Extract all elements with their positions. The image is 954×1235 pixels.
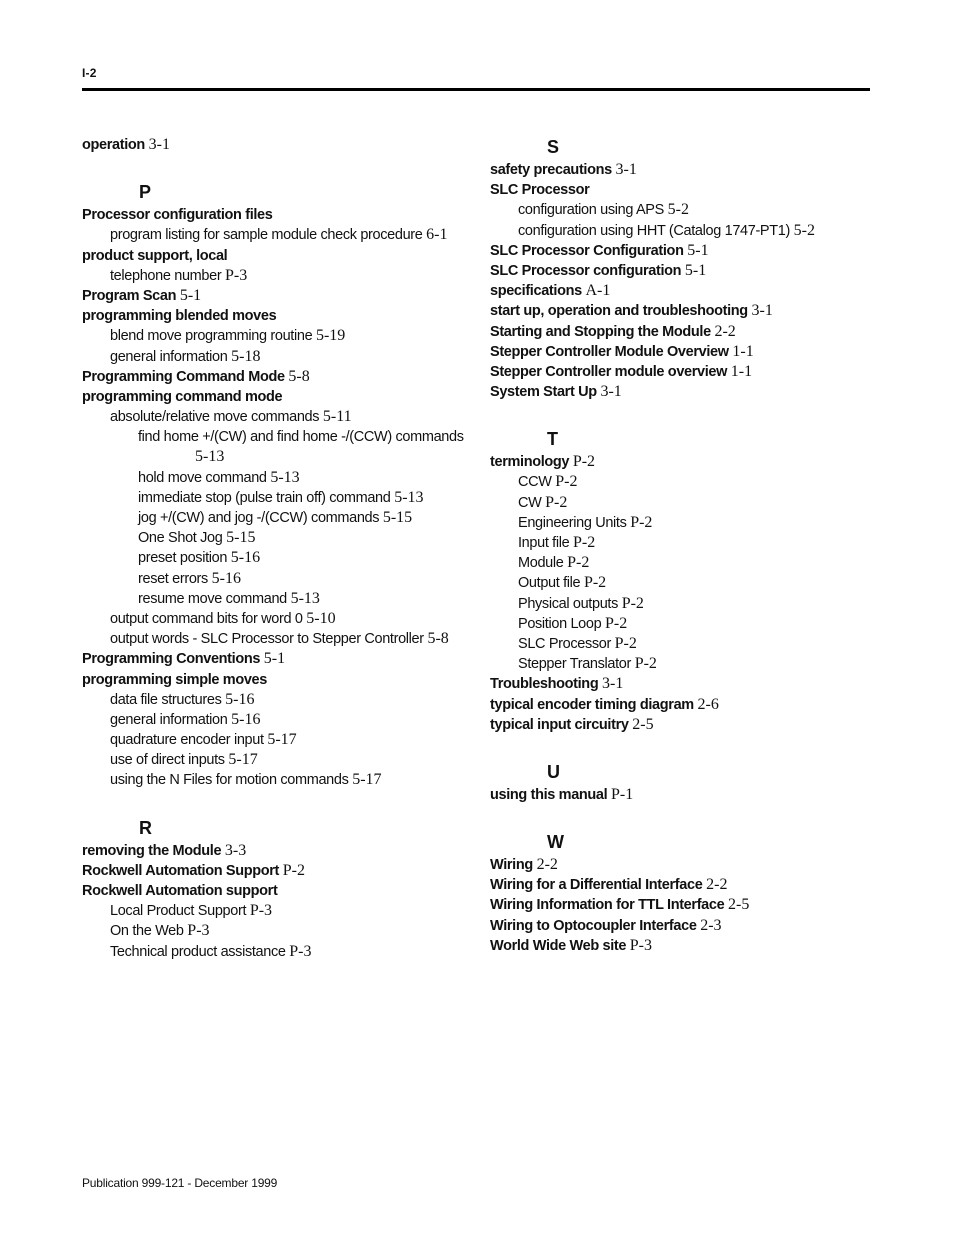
- entry-term: Wiring to Optocoupler Interface: [490, 917, 697, 934]
- page-reference: P-3: [289, 942, 312, 960]
- page-reference: 2-6: [697, 695, 719, 713]
- page-reference: 6-1: [426, 226, 448, 244]
- index-subentry: [82, 326, 482, 346]
- index-entry: [82, 881, 482, 901]
- index-entry: [82, 649, 482, 669]
- page-reference: A-1: [585, 282, 611, 300]
- page-reference: 5-1: [684, 261, 707, 279]
- page-reference: 5-1: [263, 650, 286, 668]
- entry-term: On the Web: [110, 923, 184, 940]
- header-rule: [82, 88, 870, 91]
- entry-term: product support, local: [82, 247, 228, 264]
- index-subentry: [490, 634, 890, 654]
- entry-term: Physical outputs: [518, 595, 618, 612]
- page-reference: 5-17: [352, 771, 382, 789]
- index-entry: [82, 670, 482, 690]
- entry-term: programming simple moves: [82, 671, 267, 688]
- page-reference: 2-5: [632, 715, 654, 733]
- entry-term: Module: [518, 555, 564, 572]
- entry-term: output command bits for word 0: [110, 610, 303, 627]
- index-subentry: [490, 200, 890, 220]
- entry-term: use of direct inputs: [110, 752, 225, 769]
- page-reference: P-1: [611, 785, 634, 803]
- entry-term: SLC Processor configuration: [490, 262, 682, 279]
- entry-term: Engineering Units: [518, 514, 627, 531]
- index-subentry: [490, 573, 890, 593]
- page-reference: P-2: [583, 574, 607, 592]
- index-subentry: [82, 942, 482, 962]
- entry-term: Local Product Support: [110, 903, 247, 920]
- index-entry: [82, 367, 482, 387]
- index-subentry: [490, 221, 890, 241]
- page-reference: 5-11: [322, 408, 352, 426]
- index-subentry: [82, 901, 482, 921]
- page-number: I-2: [82, 66, 97, 80]
- entry-term: safety precautions: [490, 162, 612, 178]
- index-subentry: [82, 609, 482, 629]
- page-reference: P-3: [629, 936, 653, 954]
- index-entry: [490, 452, 890, 472]
- entry-term: Stepper Translator: [518, 656, 631, 673]
- entry-term: Output file: [518, 575, 581, 592]
- page-reference: P-2: [621, 594, 644, 612]
- page-reference: 5-17: [228, 751, 258, 769]
- entry-term: jog +/(CW) and jog -/(CCW) commands: [138, 510, 380, 526]
- entry-term: World Wide Web site: [490, 937, 627, 954]
- index-subentry: [82, 921, 482, 941]
- page-reference: 5-8: [288, 367, 310, 385]
- entry-term: find home +/(CW) and find home -/(CCW) commands: [138, 429, 464, 446]
- index-subentry: [82, 569, 482, 589]
- index-subentry: [490, 513, 890, 533]
- page-reference: P-3: [224, 266, 248, 284]
- index-entry: [490, 342, 890, 362]
- index-entry: [490, 261, 890, 281]
- entry-term: preset position: [138, 550, 228, 567]
- entry-term: System Start Up: [490, 384, 597, 401]
- entry-term: typical input circuitry: [490, 716, 629, 733]
- index-subentry: [82, 488, 482, 508]
- index-entry: [82, 246, 482, 266]
- index-entry: [490, 180, 890, 200]
- section-heading-p: P: [139, 182, 152, 203]
- entry-term: Rockwell Automation support: [82, 883, 278, 899]
- page-reference: 5-16: [225, 690, 255, 708]
- index-subentry: [82, 347, 482, 367]
- index-entry: [490, 362, 890, 382]
- entry-term: general information: [110, 711, 228, 728]
- entry-term: programming command mode: [82, 388, 283, 405]
- entry-term: Processor configuration files: [82, 207, 273, 224]
- index-subentry: [490, 493, 890, 513]
- entry-term: Stepper Controller Module Overview: [490, 343, 729, 360]
- page-reference: 5-16: [230, 549, 261, 567]
- index-subentry: [82, 427, 482, 447]
- page-reference: 5-2: [667, 201, 689, 219]
- page-reference: 3-1: [751, 302, 773, 320]
- entry-term: operation: [82, 137, 145, 153]
- page-reference: 2-2: [706, 876, 728, 894]
- index-entry: [490, 855, 890, 875]
- page-reference: 1-1: [730, 362, 753, 380]
- entry-term: telephone number: [110, 267, 222, 284]
- entry-term: SLC Processor: [518, 635, 611, 652]
- entry-term: Input file: [518, 535, 570, 551]
- entry-term: hold move command: [138, 469, 267, 486]
- index-entry: [82, 861, 482, 881]
- page-reference: 5-1: [687, 241, 709, 259]
- page-reference: 5-13: [394, 488, 424, 506]
- index-subentry: [82, 730, 482, 750]
- index-subentry: [490, 533, 890, 553]
- page-reference: 5-2: [793, 221, 815, 239]
- entry-term: reset errors: [138, 570, 208, 587]
- page-reference: P-3: [249, 902, 273, 920]
- page-reference: 2-5: [728, 896, 750, 914]
- index-entry: [490, 382, 890, 402]
- page-reference: 5-13: [270, 468, 300, 486]
- page-reference: P-3: [187, 922, 210, 940]
- entry-term: Stepper Controller module overview: [490, 363, 728, 380]
- index-subentry: [82, 710, 482, 730]
- section-heading-w: W: [547, 832, 564, 853]
- entry-term: absolute/relative move commands: [110, 409, 320, 426]
- entry-term: Position Loop: [518, 615, 602, 632]
- index-subentry: [490, 654, 890, 674]
- index-subentry: [82, 750, 482, 770]
- entry-term: SLC Processor: [490, 182, 590, 199]
- page-reference: 3-3: [224, 841, 247, 859]
- page-reference: 3-1: [602, 675, 624, 693]
- entry-term: data file structures: [110, 691, 222, 708]
- index-entry: [490, 301, 890, 321]
- page-reference: 3-1: [600, 383, 622, 401]
- entry-term: start up, operation and troubleshooting: [490, 303, 748, 320]
- index-entry: [490, 674, 890, 694]
- page-reference: 5-15: [226, 529, 256, 547]
- section-heading-r: R: [139, 817, 152, 838]
- index-subentry: [82, 770, 482, 790]
- index-entry: [490, 241, 890, 261]
- entry-term: blend move programming routine: [110, 328, 313, 345]
- page-reference: P-2: [605, 614, 628, 632]
- index-subentry: [82, 447, 482, 467]
- page-reference: 5-16: [231, 710, 261, 728]
- page-reference: P-2: [282, 861, 305, 879]
- entry-term: specifications: [490, 283, 582, 300]
- page-reference: 5-13: [290, 589, 320, 607]
- entry-term: typical encoder timing diagram: [490, 696, 694, 713]
- entry-term: Wiring: [490, 857, 533, 874]
- page-reference: 5-1: [179, 286, 202, 304]
- index-entry: [82, 205, 482, 225]
- index-subentry: [82, 528, 482, 548]
- entry-term: CW: [518, 494, 542, 511]
- entry-term: Programming Conventions: [82, 651, 261, 668]
- page-reference: 1-1: [732, 342, 754, 360]
- index-subentry: [490, 472, 890, 492]
- entry-term: configuration using APS: [518, 202, 664, 219]
- entry-term: Technical product assistance: [110, 943, 286, 960]
- entry-term: Troubleshooting: [490, 676, 599, 693]
- entry-term: removing the Module: [82, 842, 222, 859]
- index-entry: [490, 785, 890, 805]
- index-entry: [490, 875, 890, 895]
- entry-term: general information: [110, 348, 228, 365]
- entry-term: Starting and Stopping the Module: [490, 323, 711, 340]
- index-column-right: [490, 135, 890, 956]
- index-entry: [490, 695, 890, 715]
- index-entry: [490, 916, 890, 936]
- entry-term: configuration using HHT (Catalog 1747-PT1): [518, 222, 790, 239]
- index-subentry: [82, 266, 482, 286]
- index-column-left: [82, 135, 482, 962]
- page-reference: P-2: [572, 453, 596, 471]
- page-reference: 3-1: [615, 161, 637, 178]
- page-reference: 5-17: [267, 731, 297, 749]
- index-subentry: [82, 629, 482, 649]
- page-reference: P-2: [634, 655, 657, 673]
- entry-term: CCW: [518, 474, 552, 491]
- section-heading-s: S: [547, 137, 560, 157]
- index-entry: [490, 936, 890, 956]
- page-reference: 5-16: [211, 569, 241, 587]
- index-subentry: [82, 407, 482, 427]
- page-reference: P-2: [630, 513, 653, 531]
- entry-term: Rockwell Automation Support: [82, 862, 280, 879]
- index-entry: [82, 135, 482, 155]
- page-reference: 5-18: [231, 347, 261, 365]
- index-entry: [82, 286, 482, 306]
- entry-term: using the N Files for motion commands: [110, 772, 349, 789]
- page-reference: 5-13: [195, 448, 225, 466]
- entry-term: resume move command: [138, 590, 287, 607]
- index-subentry: [82, 690, 482, 710]
- index-subentry: [82, 548, 482, 568]
- entry-term: quadrature encoder input: [110, 732, 264, 749]
- page-reference: 5-15: [382, 509, 413, 526]
- index-subentry: [490, 553, 890, 573]
- entry-term: Wiring Information for TTL Interface: [490, 897, 725, 914]
- entry-term: Wiring for a Differential Interface: [490, 877, 703, 894]
- section-heading-u: U: [547, 761, 560, 782]
- page-reference: 2-2: [714, 322, 736, 340]
- page-reference: 2-3: [700, 916, 722, 934]
- index-entry: [490, 160, 890, 180]
- entry-term: terminology: [490, 454, 570, 471]
- index-entry: [490, 322, 890, 342]
- section-heading-t: T: [547, 429, 558, 450]
- entry-term: program listing for sample module check procedure: [110, 227, 423, 244]
- index-entry: [82, 387, 482, 407]
- page-reference: 5-10: [306, 609, 336, 627]
- entry-term: One Shot Jog: [138, 530, 223, 547]
- index-entry: [490, 715, 890, 735]
- entry-term: output words - SLC Processor to Stepper Controller: [110, 631, 424, 648]
- index-subentry: [82, 589, 482, 609]
- index-subentry: [82, 225, 482, 245]
- index-entry: [82, 841, 482, 861]
- index-entry: [490, 895, 890, 915]
- entry-term: Programming Command Mode: [82, 368, 285, 385]
- page-reference: 2-2: [536, 856, 558, 874]
- index-entry: [490, 281, 890, 301]
- index-entry: [82, 306, 482, 326]
- entry-term: immediate stop (pulse train off) command: [138, 489, 391, 506]
- entry-term: SLC Processor Configuration: [490, 242, 684, 259]
- page-reference: P-2: [555, 473, 578, 491]
- page-reference: P-2: [567, 554, 590, 572]
- page-reference: P-2: [573, 534, 596, 551]
- index-subentry: [490, 594, 890, 614]
- page-reference: 5-8: [427, 630, 449, 648]
- index-subentry: [82, 468, 482, 488]
- index-subentry: [490, 614, 890, 634]
- publication-footer: Publication 999-121 - December 1999: [82, 1176, 278, 1190]
- entry-term: Program Scan: [82, 287, 177, 304]
- page-reference: P-2: [545, 493, 568, 511]
- entry-term: using this manual: [490, 786, 608, 803]
- page-reference: 3-1: [148, 136, 170, 153]
- page-reference: P-2: [614, 634, 637, 652]
- index-subentry: [82, 508, 482, 528]
- page-reference: 5-19: [315, 327, 346, 345]
- entry-term: programming blended moves: [82, 308, 277, 325]
